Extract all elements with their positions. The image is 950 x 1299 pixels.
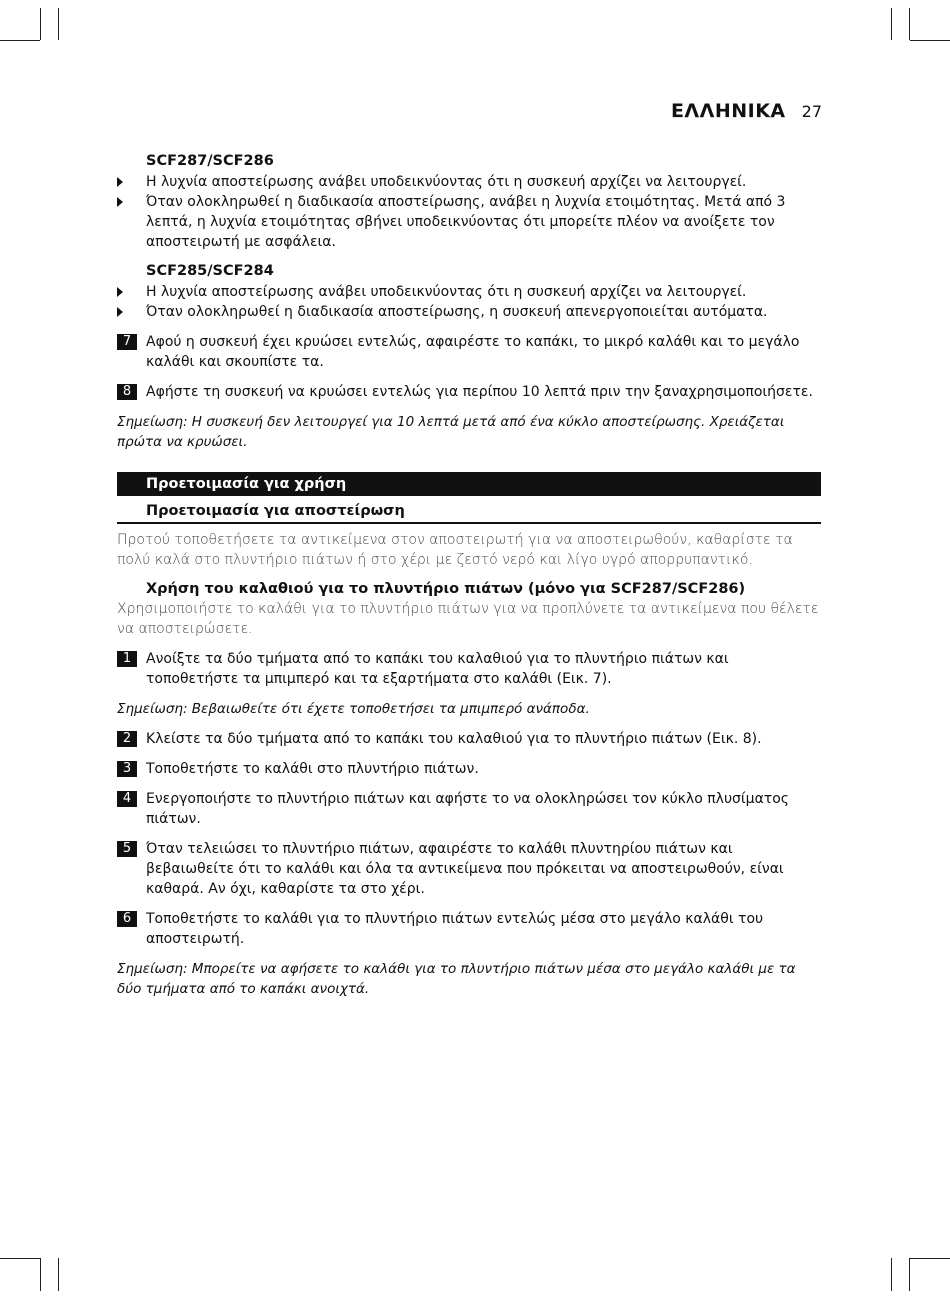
- step-text: Τοποθετήστε το καλάθι στο πλυντήριο πιάτων.: [146, 761, 479, 777]
- crop-mark: [891, 1258, 892, 1291]
- bullet-arrow-icon: [117, 307, 123, 317]
- page-content: [117, 151, 821, 999]
- step-number: 5: [117, 841, 137, 857]
- note-text: Σημείωση: Μπορείτε να αφήσετε το καλάθι για το πλυντήριο πιάτων μέσα στο μεγάλο καλάθι με τα δύο τμήματα από το καπάκι ανοιχτά.: [117, 961, 796, 997]
- crop-mark: [909, 8, 910, 40]
- crop-mark: [909, 1258, 910, 1291]
- step-text: Όταν τελειώσει το πλυντήριο πιάτων, αφαιρέστε το καλάθι πλυντηρίου πιάτων και βεβαιωθείτε ότι το καλάθι και όλα τα αντικείμενα που πρόκειται να αποστειρωθούν, είναι καθαρά. Αν όχι, καθαρίστε τα στο χέρι.: [146, 841, 784, 897]
- bullet-text: Όταν ολοκληρωθεί η διαδικασία αποστείρωσης, ανάβει η λυχνία ετοιμότητας. Μετά από 3 λεπτά, η λυχνία ετοιμότητας σβήνει υποδεικνύοντας ότι μπορείτε πλέον να ανοίξετε τον αποστειρωτή με ασφάλεια.: [146, 194, 786, 250]
- crop-mark: [0, 40, 40, 41]
- model-heading-scf287: SCF287/SCF286: [146, 153, 274, 169]
- subsection-heading: Προετοιμασία για αποστείρωση: [117, 496, 821, 524]
- step-text: Κλείστε τα δύο τμήματα από το καπάκι του καλαθιού για το πλυντήριο πιάτων (Εικ. 8).: [146, 731, 762, 747]
- step-number: 1: [117, 651, 137, 667]
- bullet-arrow-icon: [117, 287, 123, 297]
- bullet-text: Η λυχνία αποστείρωσης ανάβει υποδεικνύοντας ότι η συσκευή αρχίζει να λειτουργεί.: [146, 174, 747, 190]
- bullet-arrow-icon: [117, 177, 123, 187]
- step-number: 7: [117, 334, 137, 350]
- crop-mark: [891, 8, 892, 40]
- crop-mark: [910, 40, 950, 41]
- bullet-item: [117, 282, 821, 302]
- step-item: [117, 789, 821, 829]
- step-number: 8: [117, 384, 137, 400]
- bullet-item: [117, 302, 821, 322]
- step-number: 3: [117, 761, 137, 777]
- crop-mark: [0, 1258, 40, 1259]
- step-item: [117, 839, 821, 899]
- crop-mark: [910, 1258, 950, 1259]
- step-text: Τοποθετήστε το καλάθι για το πλυντήριο πιάτων εντελώς μέσα στο μεγάλο καλάθι του αποστειρωτή.: [146, 911, 764, 947]
- step-item: [117, 759, 821, 779]
- bullet-text: Όταν ολοκληρωθεί η διαδικασία αποστείρωσης, η συσκευή απενεργοποιείται αυτόματα.: [146, 304, 768, 320]
- step-text: Ενεργοποιήστε το πλυντήριο πιάτων και αφήστε το να ολοκληρώσει τον κύκλο πλυσίματος πιάτων.: [146, 791, 790, 827]
- bullet-arrow-icon: [117, 197, 123, 207]
- step-item: [117, 332, 821, 372]
- step-text: Αφήστε τη συσκευή να κρυώσει εντελώς για περίπου 10 λεπτά πριν την ξαναχρησιμοποιήσετε.: [146, 384, 813, 400]
- note-text: Σημείωση: Βεβαιωθείτε ότι έχετε τοποθετήσει τα μπιμπερό ανάποδα.: [117, 701, 590, 717]
- step-text: Αφού η συσκευή έχει κρυώσει εντελώς, αφαιρέστε το καπάκι, το μικρό καλάθι και το μεγάλο καλάθι και σκουπίστε τα.: [146, 334, 800, 370]
- bullet-item: [117, 172, 821, 192]
- crop-mark: [40, 1258, 41, 1291]
- crop-mark: [58, 1258, 59, 1291]
- step-item: [117, 382, 821, 402]
- note-text: Σημείωση: Η συσκευή δεν λειτουργεί για 10 λεπτά μετά από ένα κύκλο αποστείρωσης. Χρειάζεται πρώτα να κρυώσει.: [117, 414, 785, 450]
- language-title: ΕΛΛΗΝΙΚΑ: [670, 100, 786, 122]
- crop-mark: [58, 8, 59, 40]
- step-item: [117, 909, 821, 949]
- section-heading: Προετοιμασία για χρήση: [117, 472, 821, 496]
- step-number: 4: [117, 791, 137, 807]
- page-number: 27: [801, 102, 822, 121]
- page-header: [671, 100, 822, 122]
- step-number: 6: [117, 911, 137, 927]
- model-heading-scf285: SCF285/SCF284: [146, 263, 274, 279]
- basket-intro: Χρησιμοποιήστε το καλάθι για το πλυντήριο πιάτων για να προπλύνετε τα αντικείμενα που θέλετε να αποστειρώσετε.: [117, 601, 819, 637]
- step-item: [117, 729, 821, 749]
- bullet-text: Η λυχνία αποστείρωσης ανάβει υποδεικνύοντας ότι η συσκευή αρχίζει να λειτουργεί.: [146, 284, 747, 300]
- step-number: 2: [117, 731, 137, 747]
- step-text: Ανοίξτε τα δύο τμήματα από το καπάκι του καλαθιού για το πλυντήριο πιάτων και τοποθετήστε τα μπιμπερό και τα εξαρτήματα στο καλάθι (Εικ. 7).: [146, 651, 729, 687]
- bullet-item: [117, 192, 821, 252]
- intro-paragraph: Προτού τοποθετήσετε τα αντικείμενα στον αποστειρωτή για να αποστειρωθούν, καθαρίστε τα πολύ καλά στο πλυντήριο πιάτων ή στο χέρι με ζεστό νερό και λίγο υγρό απορρυπαντικό.: [117, 532, 793, 568]
- basket-heading: Χρήση του καλαθιού για το πλυντήριο πιάτων (μόνο για SCF287/SCF286): [146, 581, 746, 597]
- crop-mark: [40, 8, 41, 40]
- step-item: [117, 649, 821, 689]
